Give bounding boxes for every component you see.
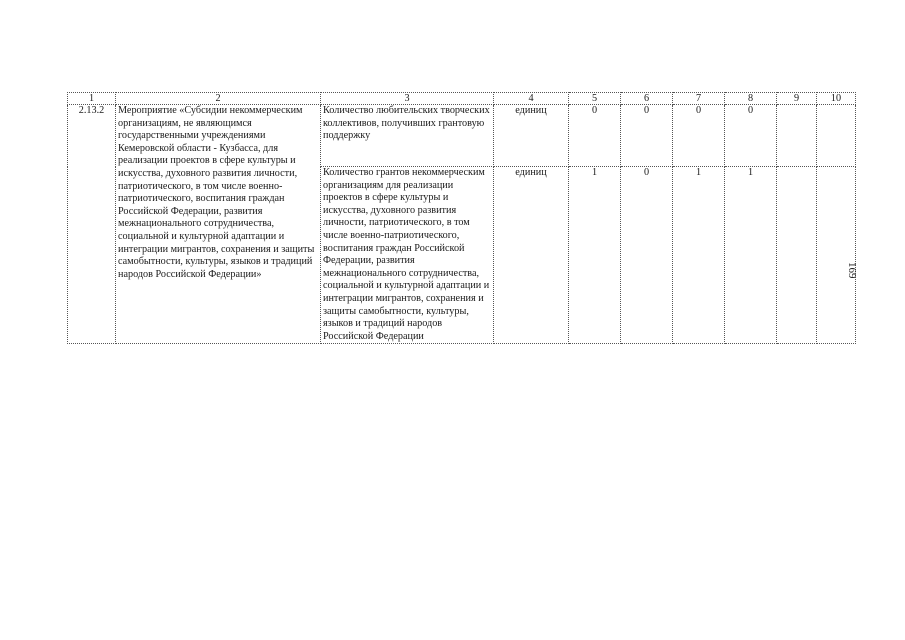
unit-cell: единиц: [494, 167, 569, 344]
value-cell: 0: [569, 105, 621, 167]
row-code: 2.13.2: [68, 105, 116, 344]
header-cell: 10: [817, 93, 856, 105]
header-cell: 6: [621, 93, 673, 105]
value-cell: [817, 105, 856, 167]
value-cell: 1: [569, 167, 621, 344]
indicator-name: Количество грантов некоммерческим организациям для реализации проектов в сфере культуры и искусства, духовного развития личности, патриотического, в том числе военно-патриотического, воспитания граждан Российской Федерации, развития межнационального сотрудничества, социальной и культурной адаптации и интеграции мигрантов, сохранения и защиты самобытности, культуры, языков и традиций народов Российской Федерации: [321, 167, 494, 344]
header-cell: 2: [116, 93, 321, 105]
value-cell: 1: [673, 167, 725, 344]
header-cell: 5: [569, 93, 621, 105]
header-cell: 7: [673, 93, 725, 105]
header-cell: 8: [725, 93, 777, 105]
value-cell: 0: [621, 105, 673, 167]
value-cell: 0: [673, 105, 725, 167]
header-cell: 3: [321, 93, 494, 105]
value-cell: [777, 105, 817, 167]
header-cell: 1: [68, 93, 116, 105]
data-table: [67, 92, 856, 344]
event-description: Мероприятие «Субсидии некоммерческим организациям, не являющимся государственными учреждениями Кемеровской области - Кузбасса, для реализации проектов в сфере культуры и искусства, духовного развития личности, патриотического, в том числе военно-патриотического, воспитания граждан Российской Федерации, развития межнационального сотрудничества, социальной и культурной адаптации и интеграции мигрантов, сохранения и защиты самобытности, культуры, языков и традиций народов Российской Федерации»: [116, 105, 321, 344]
indicator-name: Количество любительских творческих коллективов, получивших грантовую поддержку: [321, 105, 494, 167]
value-cell: 0: [725, 105, 777, 167]
value-cell: [817, 167, 856, 344]
unit-cell: единиц: [494, 105, 569, 167]
value-cell: [777, 167, 817, 344]
table-row: [68, 105, 856, 167]
header-cell: 4: [494, 93, 569, 105]
value-cell: 1: [725, 167, 777, 344]
value-cell: 0: [621, 167, 673, 344]
page-number: 169: [846, 262, 858, 279]
header-row: [68, 93, 856, 105]
header-cell: 9: [777, 93, 817, 105]
